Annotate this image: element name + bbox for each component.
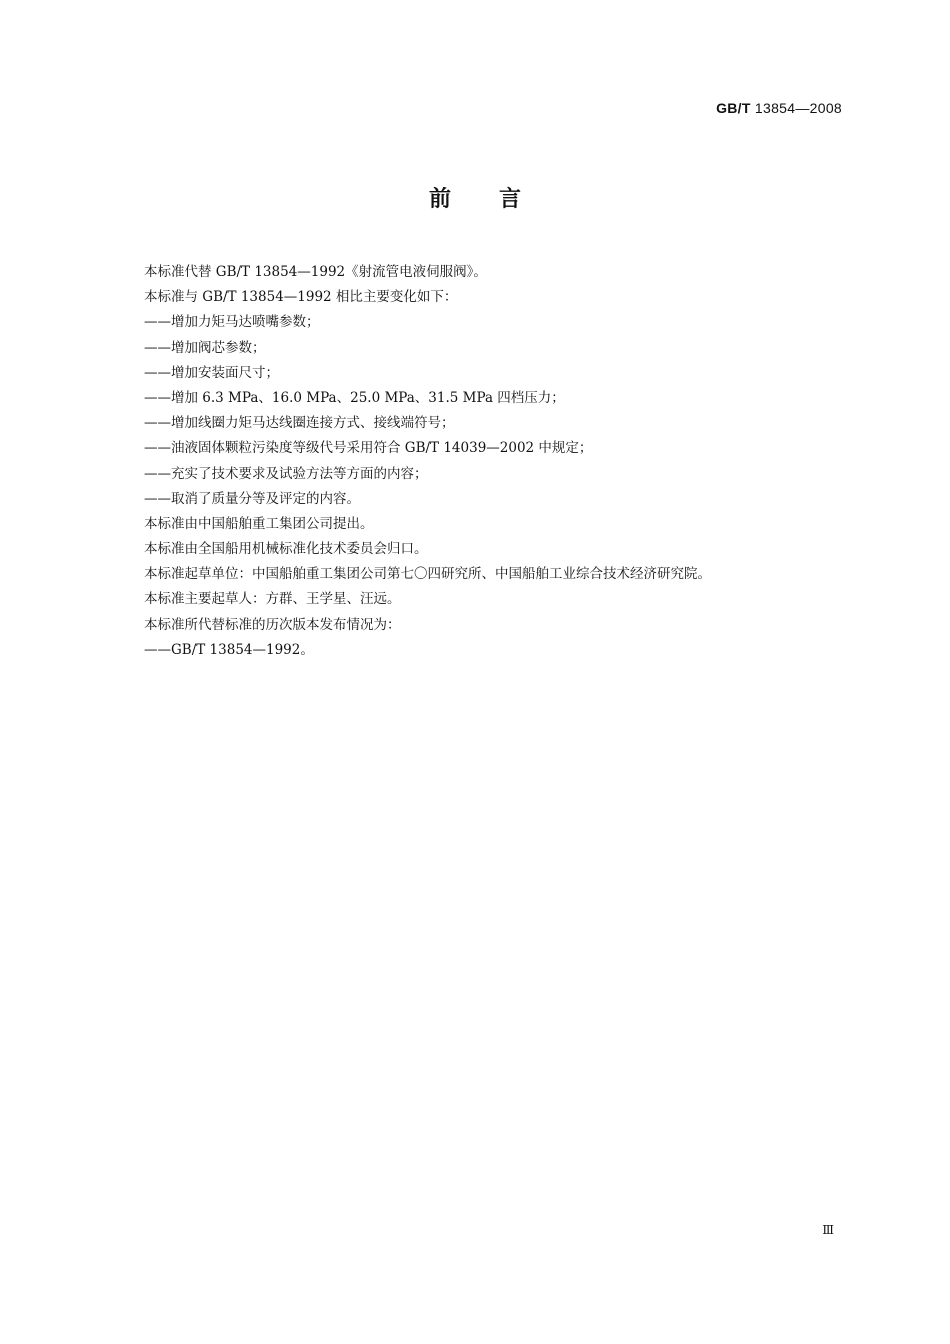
list-item: ——取消了质量分等及评定的内容。: [144, 490, 360, 507]
standard-code: [716, 100, 842, 116]
list-item: ——GB/T 13854—1992。: [144, 641, 314, 658]
list-item: ——油液固体颗粒污染度等级代号采用符合 GB/T 14039—2002 中规定；: [144, 440, 593, 457]
page-number: Ⅲ: [822, 1223, 834, 1237]
paragraph-managed-by: 本标准由全国船用机械标准化技术委员会归口。: [144, 541, 428, 558]
page-title: 前言: [428, 187, 569, 212]
standard-prefix: GB/T: [716, 100, 751, 116]
paragraph-drafting-units: 本标准起草单位：中国船舶重工集团公司第七〇四研究所、中国船舶工业综合技术经济研究院。: [144, 566, 711, 583]
paragraph-drafters: 本标准主要起草人：方群、王学星、汪远。: [144, 591, 401, 608]
list-item: ——增加力矩马达喷嘴参数；: [144, 314, 320, 331]
paragraph-replaces: 本标准代替 GB/T 13854—1992《射流管电液伺服阀》。: [144, 264, 487, 280]
list-item: ——增加线圈力矩马达线圈连接方式、接线端符号；: [144, 415, 455, 432]
standard-number: 13854—2008: [750, 100, 842, 116]
list-item: ——增加 6.3 MPa、16.0 MPa、25.0 MPa、31.5 MPa 四档压力；: [144, 389, 565, 406]
list-item: ——增加阀芯参数；: [144, 339, 266, 356]
list-item: ——增加安装面尺寸；: [144, 364, 279, 381]
paragraph-proposed-by: 本标准由中国船舶重工集团公司提出。: [144, 515, 374, 532]
list-item: ——充实了技术要求及试验方法等方面的内容；: [144, 465, 428, 482]
paragraph-main-changes: 本标准与 GB/T 13854—1992 相比主要变化如下：: [144, 289, 458, 306]
paragraph-previous-editions: 本标准所代替标准的历次版本发布情况为：: [144, 616, 401, 633]
foreword-body: [144, 260, 844, 663]
